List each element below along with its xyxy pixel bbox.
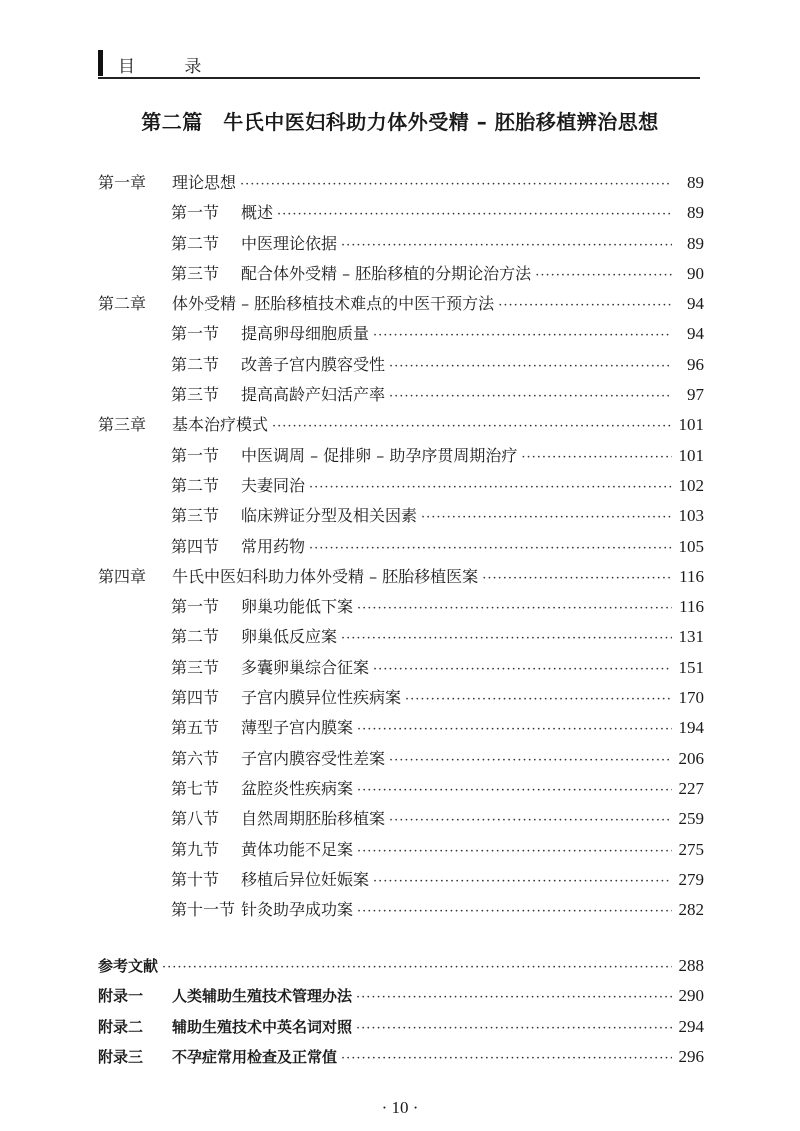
toc-entry-title: 针灸助孕成功案	[241, 900, 354, 920]
dot-leader	[421, 503, 672, 533]
toc-entry-number: 第八节	[171, 809, 220, 829]
toc-entry-title: 卵巢功能低下案	[241, 597, 354, 617]
toc-entry-number: 第十一节	[171, 900, 236, 920]
dot-leader	[389, 806, 672, 836]
toc-entry-number: 第二节	[171, 233, 220, 253]
toc-entry-number: 附录二	[98, 1017, 144, 1036]
toc-entry-page: 116	[679, 597, 704, 617]
running-header	[98, 48, 700, 78]
toc-entry-title: 参考文献	[98, 957, 159, 975]
header-rule	[98, 77, 700, 79]
toc-entry-title: 改善子宫内膜容受性	[241, 354, 386, 374]
toc-entry-title: 提高高龄产妇活产率	[241, 385, 386, 405]
toc-entry[interactable]	[98, 289, 704, 319]
toc-entry[interactable]	[98, 713, 704, 743]
back-matter-list	[98, 951, 704, 1072]
dot-leader	[341, 1044, 672, 1074]
toc-entry-number: 第一节	[171, 324, 220, 344]
toc-entry-title: 自然周期胚胎移植案	[241, 809, 386, 829]
toc-entry-number: 第四章	[98, 566, 147, 586]
toc-entry-title: 子宫内膜容受性差案	[241, 748, 386, 768]
dot-leader	[389, 352, 672, 382]
toc-entry-page: 288	[678, 956, 704, 975]
toc-entry[interactable]	[98, 774, 704, 804]
toc-entry-number: 第六节	[171, 748, 220, 768]
dot-leader	[309, 534, 672, 564]
toc-entry[interactable]	[98, 951, 704, 981]
dot-leader	[356, 1014, 672, 1044]
toc-entry-number: 第三节	[171, 263, 220, 283]
toc-entry-number: 附录三	[98, 1047, 144, 1066]
dot-leader	[272, 412, 672, 442]
toc-entry-number: 第十节	[171, 869, 220, 889]
toc-entry-page: 89	[687, 233, 704, 253]
dot-leader	[357, 897, 672, 927]
dot-leader	[309, 473, 672, 503]
dot-leader	[357, 715, 672, 745]
dot-leader	[357, 594, 672, 624]
dot-leader	[341, 231, 672, 261]
toc-entry-number: 第三节	[171, 657, 220, 677]
toc-entry[interactable]	[98, 592, 704, 622]
toc-entry-page: 227	[678, 778, 704, 798]
header-label: 目 录	[118, 57, 224, 77]
toc-entry[interactable]	[98, 168, 704, 198]
toc-entry-title: 体外受精 – 胚胎移植技术难点的中医干预方法	[172, 294, 495, 314]
toc-entry-page: 102	[678, 475, 704, 495]
toc-entry[interactable]	[98, 229, 704, 259]
toc-entry[interactable]	[98, 471, 704, 501]
toc-entry-number: 附录一	[98, 987, 144, 1006]
toc-entry[interactable]	[98, 532, 704, 562]
toc-entry[interactable]	[98, 683, 704, 713]
toc-entry-title: 移植后异位妊娠案	[241, 869, 370, 889]
dot-leader	[373, 655, 672, 685]
toc-entry-title: 卵巢低反应案	[241, 627, 338, 647]
part-title: 第二篇 牛氏中医妇科助力体外受精 – 胚胎移植辨治思想	[141, 110, 659, 134]
toc-entry-title: 人类辅助生殖技术管理办法	[172, 987, 353, 1006]
toc-entry-title: 牛氏中医妇科助力体外受精 – 胚胎移植医案	[172, 566, 479, 586]
toc-entry-title: 夫妻同治	[241, 475, 306, 495]
toc-entry-number: 第四节	[171, 536, 220, 556]
dot-leader	[357, 776, 672, 806]
toc-entry[interactable]	[98, 622, 704, 652]
toc-entry-number: 第一节	[171, 597, 220, 617]
toc-entry-page: 282	[678, 900, 704, 920]
dot-leader	[357, 837, 672, 867]
toc-entry-title: 中医调周 – 促排卵 – 助孕序贯周期治疗	[241, 445, 518, 465]
toc-entry-page: 94	[687, 294, 704, 314]
toc-entry[interactable]	[98, 380, 704, 410]
dot-leader	[240, 170, 672, 200]
toc-entry-number: 第一章	[98, 173, 147, 192]
toc-entry[interactable]	[98, 865, 704, 895]
toc-entry-title: 辅助生殖技术中英名词对照	[172, 1017, 353, 1036]
toc-entry[interactable]	[98, 501, 704, 531]
toc-entry-page: 89	[687, 203, 704, 223]
toc-entry-number: 第二节	[171, 475, 220, 495]
toc-entry-title: 常用药物	[241, 536, 306, 556]
toc-entry-page: 105	[678, 536, 704, 556]
toc-entry-number: 第九节	[171, 839, 220, 859]
toc-entry-page: 206	[678, 748, 704, 768]
toc-entry[interactable]	[98, 981, 704, 1011]
dot-leader	[521, 443, 672, 473]
dot-leader	[405, 685, 672, 715]
dot-leader	[162, 953, 672, 983]
toc-entry-title: 提高卵母细胞质量	[241, 324, 370, 344]
toc-entry-title: 基本治疗模式	[172, 415, 269, 435]
toc-entry-number: 第四节	[171, 688, 220, 708]
dot-leader	[389, 746, 672, 776]
toc-entry[interactable]	[98, 350, 704, 380]
toc-entry-page: 131	[678, 627, 704, 647]
toc-entry-title: 子宫内膜异位性疾病案	[241, 688, 402, 708]
toc-entry-number: 第三章	[98, 415, 147, 435]
toc-entry-page: 290	[678, 986, 704, 1006]
toc-entry-page: 103	[678, 506, 704, 526]
toc-entry-title: 薄型子宫内膜案	[241, 718, 354, 738]
toc-entry-title: 理论思想	[172, 173, 237, 192]
toc-entry[interactable]	[98, 1012, 704, 1042]
toc-entry[interactable]	[98, 441, 704, 471]
toc-entry[interactable]	[98, 562, 704, 592]
dot-leader	[498, 291, 672, 321]
table-of-contents	[98, 168, 704, 925]
toc-entry-page: 151	[678, 657, 704, 677]
dot-leader	[373, 321, 672, 351]
toc-entry[interactable]	[98, 804, 704, 834]
toc-entry-title: 盆腔炎性疾病案	[241, 778, 354, 798]
toc-entry-page: 101	[678, 445, 704, 465]
toc-entry[interactable]	[98, 835, 704, 865]
toc-entry-number: 第二节	[171, 627, 220, 647]
toc-entry-number: 第二章	[98, 294, 147, 314]
toc-entry-page: 90	[687, 263, 704, 283]
dot-leader	[535, 261, 672, 291]
toc-entry-page: 96	[687, 354, 704, 374]
toc-entry-number: 第一节	[171, 203, 220, 223]
toc-entry-page: 89	[687, 173, 704, 192]
toc-entry-page: 170	[678, 688, 704, 708]
toc-entry-page: 279	[678, 869, 704, 889]
toc-entry-number: 第一节	[171, 445, 220, 465]
toc-entry-page: 101	[678, 415, 704, 435]
dot-leader	[373, 867, 672, 897]
toc-entry[interactable]	[98, 319, 704, 349]
toc-entry-title: 临床辨证分型及相关因素	[241, 506, 418, 526]
toc-entry-page: 259	[678, 809, 704, 829]
toc-entry-page: 194	[678, 718, 704, 738]
toc-entry-number: 第三节	[171, 385, 220, 405]
toc-entry-page: 97	[687, 385, 704, 405]
toc-entry-page: 94	[687, 324, 704, 344]
dot-leader	[341, 624, 672, 654]
toc-entry[interactable]	[98, 410, 704, 440]
toc-entry-page: 296	[678, 1046, 704, 1066]
toc-entry[interactable]	[98, 259, 704, 289]
dot-leader	[277, 200, 672, 230]
toc-entry-title: 配合体外受精 – 胚胎移植的分期论治方法	[241, 263, 532, 283]
toc-entry-number: 第三节	[171, 506, 220, 526]
dot-leader	[482, 564, 672, 594]
toc-entry[interactable]	[98, 1042, 704, 1072]
toc-entry-title: 黄体功能不足案	[241, 839, 354, 859]
toc-entry-number: 第七节	[171, 778, 220, 798]
toc-entry[interactable]	[98, 198, 704, 228]
dot-leader	[356, 983, 672, 1013]
toc-entry[interactable]	[98, 895, 704, 925]
toc-entry[interactable]	[98, 653, 704, 683]
toc-entry-title: 多囊卵巢综合征案	[241, 657, 370, 677]
toc-entry-page: 294	[678, 1016, 704, 1036]
toc-entry-page: 116	[679, 566, 704, 586]
toc-entry-number: 第二节	[171, 354, 220, 374]
dot-leader	[389, 382, 672, 412]
toc-entry-number: 第五节	[171, 718, 220, 738]
toc-entry-title: 概述	[241, 203, 274, 223]
toc-entry-title: 不孕症常用检查及正常值	[172, 1047, 338, 1066]
toc-entry-title: 中医理论依据	[241, 233, 338, 253]
toc-entry[interactable]	[98, 744, 704, 774]
page-number: · 10 ·	[381, 1098, 419, 1117]
header-bar	[98, 50, 103, 76]
toc-entry-page: 275	[678, 839, 704, 859]
